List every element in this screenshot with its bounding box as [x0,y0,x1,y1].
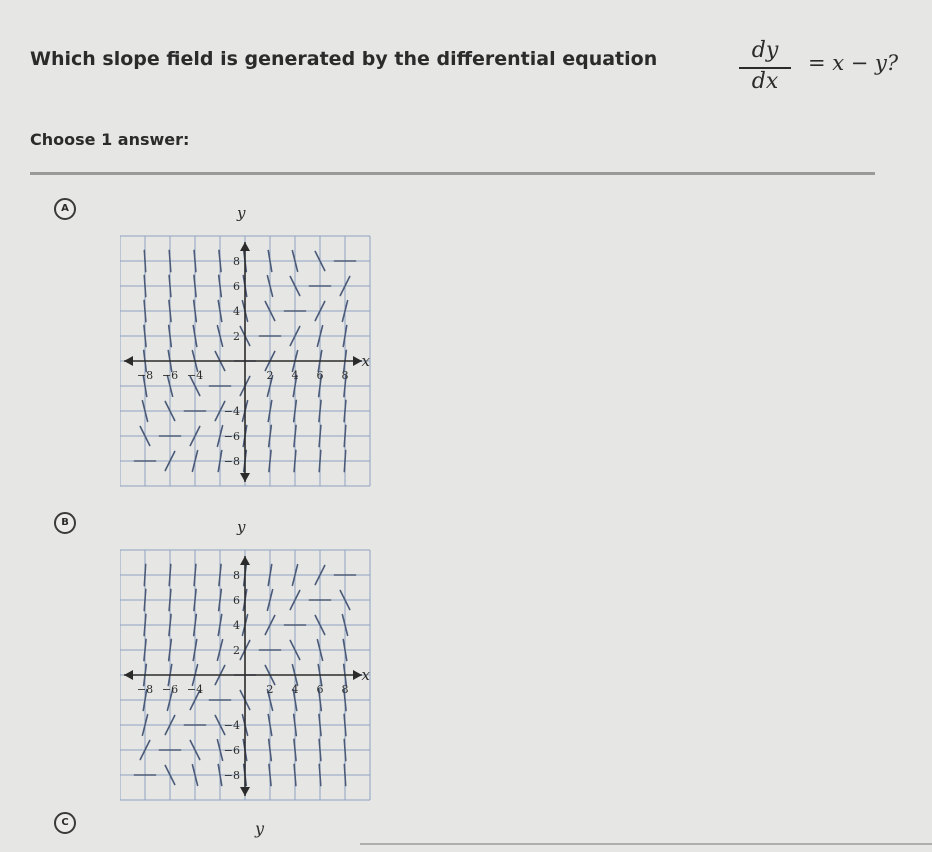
choice-c[interactable] [54,812,874,847]
graph-b-y-axis-label: y [237,518,246,536]
slope-field-graph-a [120,198,380,488]
equation-rhs: = x − y? [808,51,899,75]
x-tick-label: 8 [341,683,349,696]
x-axis-arrow-left [124,356,133,366]
slope-segment [319,425,321,446]
y-axis-arrow-down [240,473,250,482]
slope-segment [344,739,346,760]
y-axis-arrow-up [240,556,250,565]
y-tick-label: 4 [233,619,240,632]
slope-segment [194,250,196,271]
slope-segment [319,764,321,785]
answer-prompt: Choose 1 answer: [30,130,190,149]
slope-segment [144,275,146,296]
choice-b[interactable] [54,512,874,812]
x-tick-label: −4 [186,683,204,696]
slope-segment [269,764,271,785]
y-tick-label: 2 [233,644,240,657]
slope-segment [194,589,196,610]
choice-a-radio[interactable]: A [54,198,76,220]
slope-segment [144,614,146,635]
question [30,38,920,98]
slope-segment [294,764,296,785]
choice-b-radio[interactable]: B [54,512,76,534]
y-tick-label: 6 [233,594,240,607]
y-axis-arrow-down [240,787,250,796]
y-tick-label: 8 [233,569,240,582]
slope-segment [319,400,321,421]
graph-a-x-axis-label: x [361,352,370,370]
derivative-fraction [735,38,795,98]
y-tick-label: −8 [223,455,240,468]
slope-segment [319,714,321,735]
slope-segment [319,450,321,471]
slope-segment [344,425,346,446]
divider [30,172,875,175]
slope-segment [219,564,221,585]
slope-segment [294,450,296,471]
slope-field-graph-b [120,512,380,802]
fraction-numerator: dy [751,38,779,63]
slope-segment [144,589,146,610]
slope-segment [144,300,146,321]
choice-a[interactable] [54,198,874,498]
slope-segment [169,564,171,585]
slope-segment [269,450,271,471]
x-tick-label: 6 [316,683,324,696]
graph-a-y-axis-label: y [237,204,246,222]
x-tick-label: −6 [161,683,179,696]
x-tick-label: 4 [291,683,299,696]
y-tick-label: 6 [233,280,240,293]
x-tick-label: 8 [341,369,349,382]
slope-segment [169,250,171,271]
x-tick-label: 4 [291,369,299,382]
slope-segment [144,639,146,660]
y-tick-label: 4 [233,305,240,318]
y-tick-label: −4 [223,405,240,418]
choice-c-y-axis-label: y [255,819,265,838]
slope-segment [169,589,171,610]
slope-segment [319,739,321,760]
y-tick-label: 8 [233,255,240,268]
x-tick-label: −4 [186,369,204,382]
x-tick-label: 6 [316,369,324,382]
slope-segment [169,300,171,321]
x-tick-label: −8 [136,369,154,382]
fraction-denominator: dx [751,69,779,94]
slope-segment [219,250,221,271]
y-tick-label: −4 [223,719,240,732]
choice-c-graph-top [120,812,932,852]
x-tick-label: 2 [266,369,274,382]
slope-segment [144,325,146,346]
slope-segment [344,714,346,735]
y-tick-label: 2 [233,330,240,343]
graph-b-x-axis-label: x [361,666,370,684]
slope-segment [294,425,296,446]
x-tick-label: −6 [161,369,179,382]
slope-segment [169,275,171,296]
y-tick-label: −6 [223,744,240,757]
slope-segment [194,275,196,296]
slope-segment [294,739,296,760]
slope-segment [344,400,346,421]
slope-segment [169,614,171,635]
x-axis-arrow-left [124,670,133,680]
x-tick-label: 2 [266,683,274,696]
y-tick-label: −6 [223,430,240,443]
y-tick-label: −8 [223,769,240,782]
choice-c-radio[interactable]: C [54,812,76,834]
y-axis-arrow-up [240,242,250,251]
question-text: Which slope field is generated by the differential equation [30,48,658,70]
slope-segment [194,564,196,585]
x-tick-label: −8 [136,683,154,696]
